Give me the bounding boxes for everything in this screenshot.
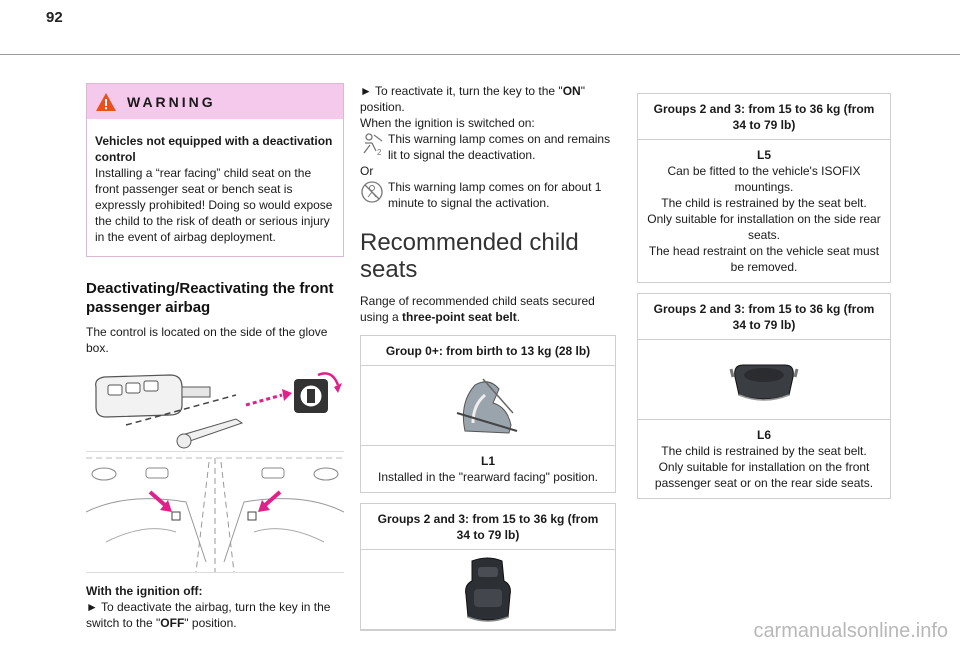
ignition-on-label: When the ignition is switched on:	[360, 116, 535, 130]
seat-card-l5	[637, 93, 891, 283]
lamp-activated-text: This warning lamp comes on for about 1 minute to signal the activation.	[388, 180, 602, 210]
deactivate-instruction: ► To deactivate the airbag, turn the key in the switch to the "OFF" position.	[86, 600, 331, 630]
warning-box	[86, 83, 344, 257]
seat-line: The child is restrained by the seat belt.	[661, 444, 867, 458]
seat-line: The head restraint on the vehicle seat must be removed.	[648, 244, 880, 274]
column-middle	[360, 83, 616, 631]
recommended-seats-title: Recommended child seats	[360, 229, 579, 283]
seat-code: L6	[756, 428, 771, 442]
seat-image-l1	[361, 366, 615, 446]
or-label: Or	[360, 164, 374, 178]
seat-card-groups-2-3	[360, 503, 616, 631]
warning-bold-text: Vehicles not equipped with a deactivation control	[95, 134, 333, 164]
seat-card-group: Groups 2 and 3: from 15 to 36 kg (from 34 to 79 lb)	[638, 294, 890, 340]
column-left	[86, 83, 344, 631]
watermark: carmanualsonline.info	[753, 620, 948, 642]
airbag-on-lamp-icon	[360, 179, 386, 205]
page-number: 92	[46, 9, 63, 26]
section-heading-airbag: Deactivating/Reactivating the front passenger airbag	[86, 280, 334, 316]
seat-image-highback	[361, 550, 615, 630]
booster-cushion-icon	[729, 355, 799, 405]
seat-card-group: Group 0+: from birth to 13 kg (28 lb)	[361, 336, 615, 366]
warning-text: Installing a “rear facing” child seat on the front passenger seat or bench seat is expressly prohibited! Doing so would expose the child to the risk of death or serious injury in the event of airbag deployment.	[95, 166, 333, 244]
seat-image-l6	[638, 340, 890, 420]
rear-facing-seat-icon	[453, 373, 523, 439]
lamp-deactivated-text: This warning lamp comes on and remains lit to signal the deactivation.	[388, 132, 611, 162]
seat-card-group: Groups 2 and 3: from 15 to 36 kg (from 34 to 79 lb)	[638, 94, 890, 140]
seat-line: Only suitable for installation on the side rear seats.	[647, 212, 881, 242]
lamp-activated-row	[360, 179, 616, 211]
three-point-belt-label: three-point seat belt	[402, 310, 517, 324]
seat-card-group: Groups 2 and 3: from 15 to 36 kg (from 34 to 79 lb)	[361, 504, 615, 550]
header-divider	[0, 54, 960, 55]
lamp-deactivated-row	[360, 131, 616, 163]
seat-line: The child is restrained by the seat belt.	[661, 196, 867, 210]
reactivate-instruction: ► To reactivate it, turn the key to the "ON" position.	[360, 84, 585, 114]
seat-card-l1	[360, 335, 616, 493]
column-right	[637, 83, 891, 499]
highback-booster-seat-icon	[458, 555, 518, 625]
key-switch-illustration	[86, 365, 344, 452]
seat-line: Only suitable for installation on the front passenger seat or on the rear side seats.	[654, 460, 874, 490]
warning-header	[87, 84, 343, 119]
seat-line: Can be fitted to the vehicle's ISOFIX mountings.	[667, 164, 861, 194]
warning-body	[87, 119, 343, 256]
warning-title: WARNING	[127, 93, 216, 110]
control-location-text: The control is located on the side of the glove box.	[86, 325, 328, 355]
recommended-intro: Range of recommended child seats secured using a three-point seat belt.	[360, 294, 595, 324]
warning-triangle-icon	[95, 92, 117, 112]
seat-card-l6	[637, 293, 891, 499]
airbag-off-lamp-icon	[360, 131, 386, 157]
seat-card-text	[361, 446, 615, 492]
dashboard-illustration	[86, 452, 344, 573]
seat-card-text	[638, 420, 890, 498]
svg-text:2: 2	[377, 148, 382, 157]
seat-line: Installed in the "rearward facing" position.	[378, 470, 598, 484]
off-position-label: OFF	[160, 616, 185, 630]
on-position-label: ON	[562, 84, 581, 98]
ignition-off-label: With the ignition off:	[86, 584, 203, 598]
seat-code: L5	[756, 148, 771, 162]
seat-card-text	[638, 140, 890, 282]
seat-code: L1	[480, 454, 495, 468]
